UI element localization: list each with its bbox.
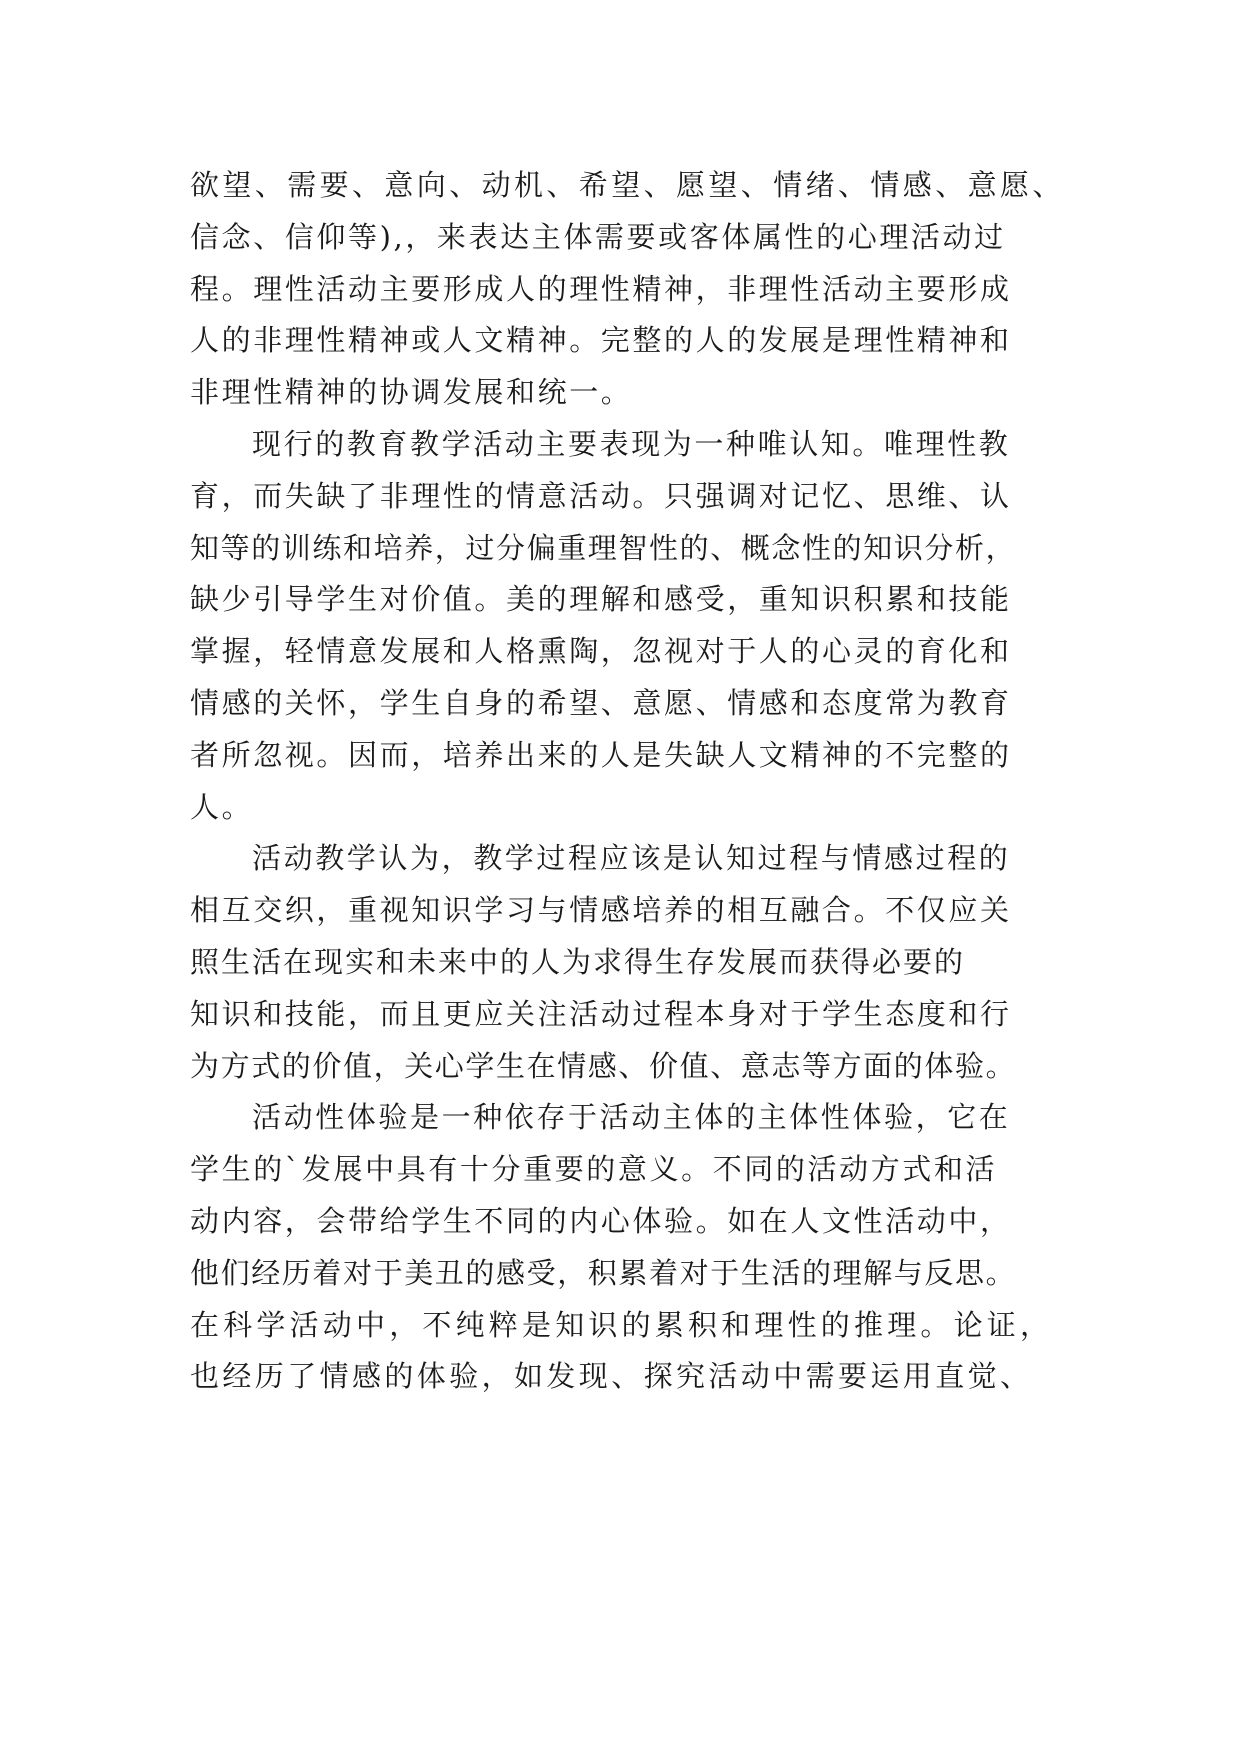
text-line: 他们经历着对于美丑的感受，积累着对于生活的理解与反思。 xyxy=(190,1255,1017,1290)
text-line: 也经历了情感的体验，如发现、探究活动中需要运用直觉、 xyxy=(190,1359,1033,1394)
text-line: 育，而失缺了非理性的情意活动。只强调对记忆、思维、认 xyxy=(190,478,1012,513)
text-line: 动内容，会带给学生不同的内心体验。如在人文性活动中， xyxy=(190,1203,1012,1238)
text-line: 知识和技能，而且更应关注活动过程本身对于学生态度和行 xyxy=(190,996,1012,1031)
text-line: 活动性体验是一种依存于活动主体的主体性体验，它在 xyxy=(252,1100,1011,1135)
text-line: 学生的`发展中具有十分重要的意义。不同的活动方式和活 xyxy=(190,1152,998,1187)
text-line: 人。 xyxy=(190,789,254,824)
text-line: 掌握，轻情意发展和人格熏陶，忽视对于人的心灵的育化和 xyxy=(190,634,1012,669)
text-line: 照生活在现实和未来中的人为求得生存发展而获得必要的 xyxy=(190,944,966,979)
text-line: 人的非理性精神或人文精神。完整的人的发展是理性精神和 xyxy=(190,323,1012,358)
text-line: 活动教学认为，教学过程应该是认知过程与情感过程的 xyxy=(252,841,1011,876)
text-line: 信念、信仰等),，来表达主体需要或客体属性的心理活动过 xyxy=(190,219,1006,254)
text-line: 者所忽视。因而，培养出来的人是失缺人文精神的不完整的 xyxy=(190,737,1012,772)
text-line: 在科学活动中，不纯粹是知识的累积和理性的推理。论证， xyxy=(190,1307,1054,1342)
text-line: 相互交织，重视知识学习与情感培养的相互融合。不仅应关 xyxy=(190,893,1012,928)
text-line: 非理性精神的协调发展和统一。 xyxy=(190,375,633,410)
text-line: 欲望、需要、意向、动机、希望、愿望、情绪、情感、意愿、 xyxy=(190,168,1065,202)
body-text xyxy=(190,160,1090,1403)
text-line: 程。理性活动主要形成人的理性精神，非理性活动主要形成 xyxy=(190,271,1012,306)
text-line: 情感的关怀，学生自身的希望、意愿、情感和态度常为教育 xyxy=(190,685,1012,720)
text-line: 知等的训练和培养，过分偏重理智性的、概念性的知识分析， xyxy=(190,530,1017,565)
text-line: 现行的教育教学活动主要表现为一种唯认知。唯理性教 xyxy=(252,426,1011,461)
text-line: 缺少引导学生对价值。美的理解和感受，重知识积累和技能 xyxy=(190,582,1012,617)
text-line: 为方式的价值，关心学生在情感、价值、意志等方面的体验。 xyxy=(190,1048,1017,1083)
